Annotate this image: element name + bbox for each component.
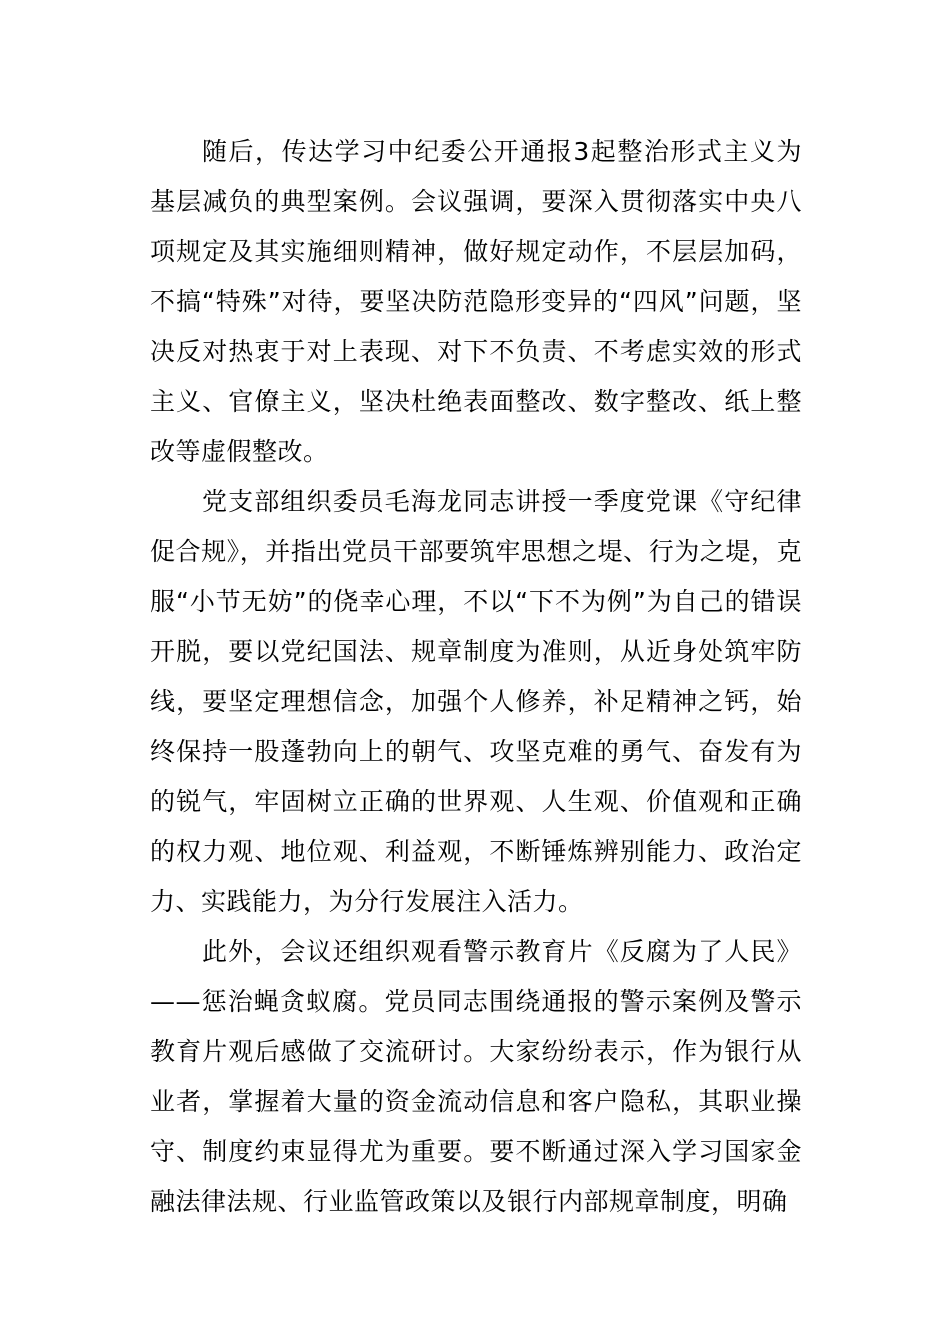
paragraph-notice-study: 随后，传达学习中纪委公开通报3起整治形式主义为基层减负的典型案例。会议强调，要深入贯彻落实中央八项规定及其实施细则精神，做好规定动作，不层层加码，不搞“特殊”对待，要坚决防范隐形变异的“四风”问题，坚决反对热衷于对上表现、对下不负责、不考虑实效的形式主义、官僚主义，坚决杜绝表面整改、数字整改、纸上整改等虚假整改。 (150, 137, 802, 466)
document-body (150, 127, 802, 1227)
paragraph-party-lecture: 党支部组织委员毛海龙同志讲授一季度党课《守纪律促合规》，并指出党员干部要筑牢思想之堤、行为之堤，克服“小节无妨”的侥幸心理，不以“下不为例”为自己的错误开脱，要以党纪国法、规章制度为准则，从近身处筑牢防线，要坚定理想信念，加强个人修养，补足精神之钙，始终保持一股蓬勃向上的朝气、攻坚克难的勇气、奋发有为的锐气，牢固树立正确的世界观、人生观、价值观和正确的权力观、地位观、利益观，不断锤炼辨别能力、政治定力、实践能力，为分行发展注入活力。 (150, 487, 802, 916)
paragraph-warning-education: 此外，会议还组织观看警示教育片《反腐为了人民》——惩治蝇贪蚁腐。党员同志围绕通报的警示案例及警示教育片观后感做了交流研讨。大家纷纷表示，作为银行从业者，掌握着大量的资金流动信息和客户隐私，其职业操守、制度约束显得尤为重要。要不断通过深入学习国家金融法律法规、行业监管政策以及银行内部规章制度，明确 (150, 937, 802, 1216)
